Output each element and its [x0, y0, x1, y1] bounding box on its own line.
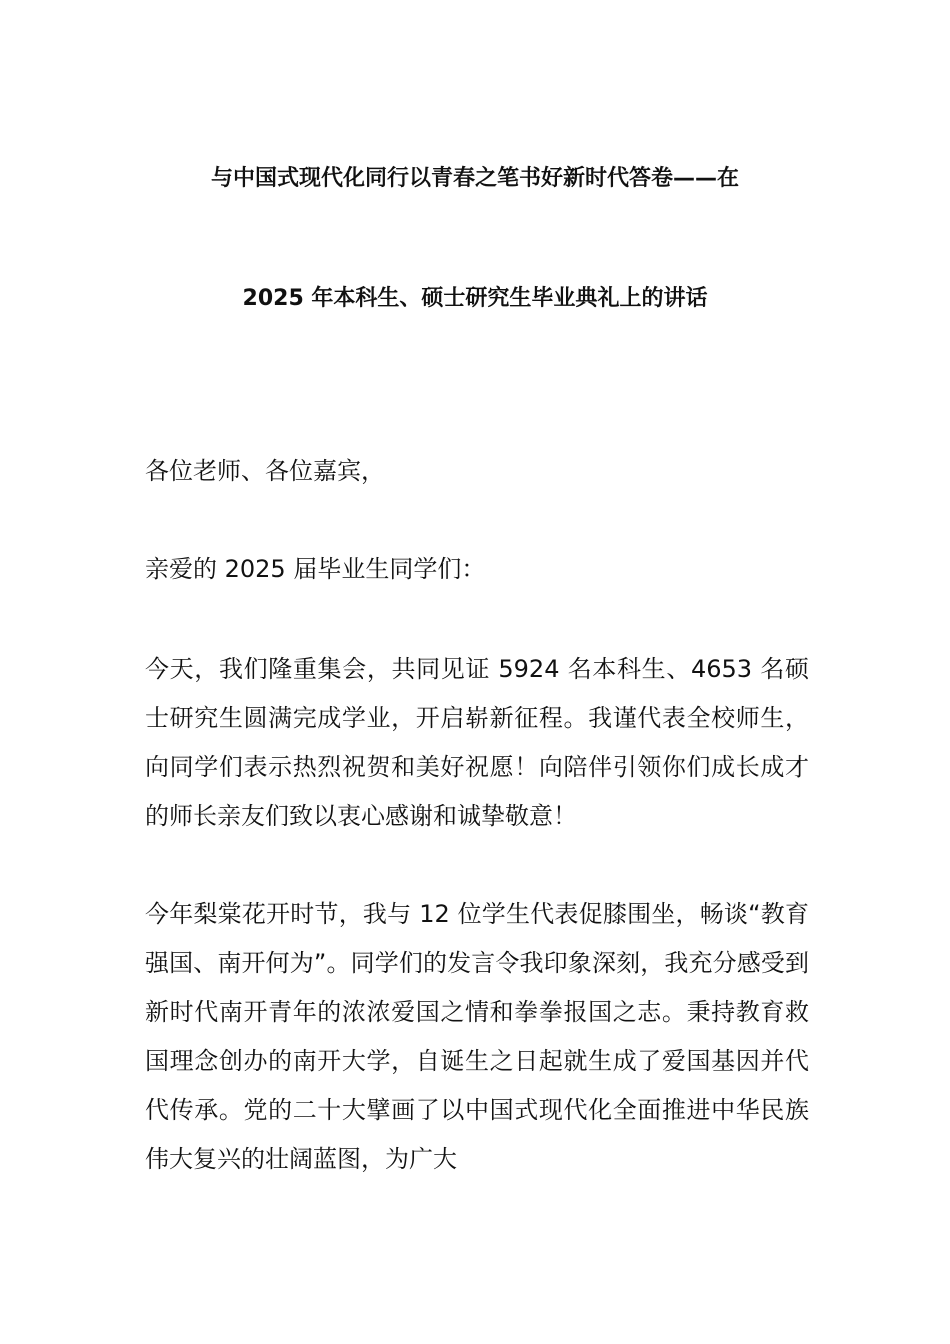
salutation-line-2: 亲爱的 2025 届毕业生同学们：	[145, 555, 486, 583]
document-title-line-2: 2025 年本科生、硕士研究生毕业典礼上的讲话	[242, 286, 708, 311]
document-title-line-1: 与中国式现代化同行以青春之笔书好新时代答卷——在	[210, 166, 739, 191]
body-paragraph-2: 今年梨棠花开时节，我与 12 位学生代表促膝围坐，畅谈“教育强国、南开何为”。同学们的发言令我印象深刻，我充分感受到新时代南开青年的浓浓爱国之情和拳拳报国之志。秉持教育救国理念创办的南开大学，自诞生之日起就生成了爱国基因并代代传承。党的二十大擘画了以中国式现代化全面推进中华民族伟大复兴的壮阔蓝图，为广大	[145, 900, 809, 1173]
salutation-line-1: 各位老师、各位嘉宾，	[145, 457, 385, 485]
body-paragraph-1: 今天，我们隆重集会，共同见证 5924 名本科生、4653 名硕士研究生圆满完成学业，开启崭新征程。我谨代表全校师生，向同学们表示热烈祝贺和美好祝愿！向陪伴引领你们成长成才的师长亲友们致以衷心感谢和诚挚敬意！	[145, 655, 809, 830]
